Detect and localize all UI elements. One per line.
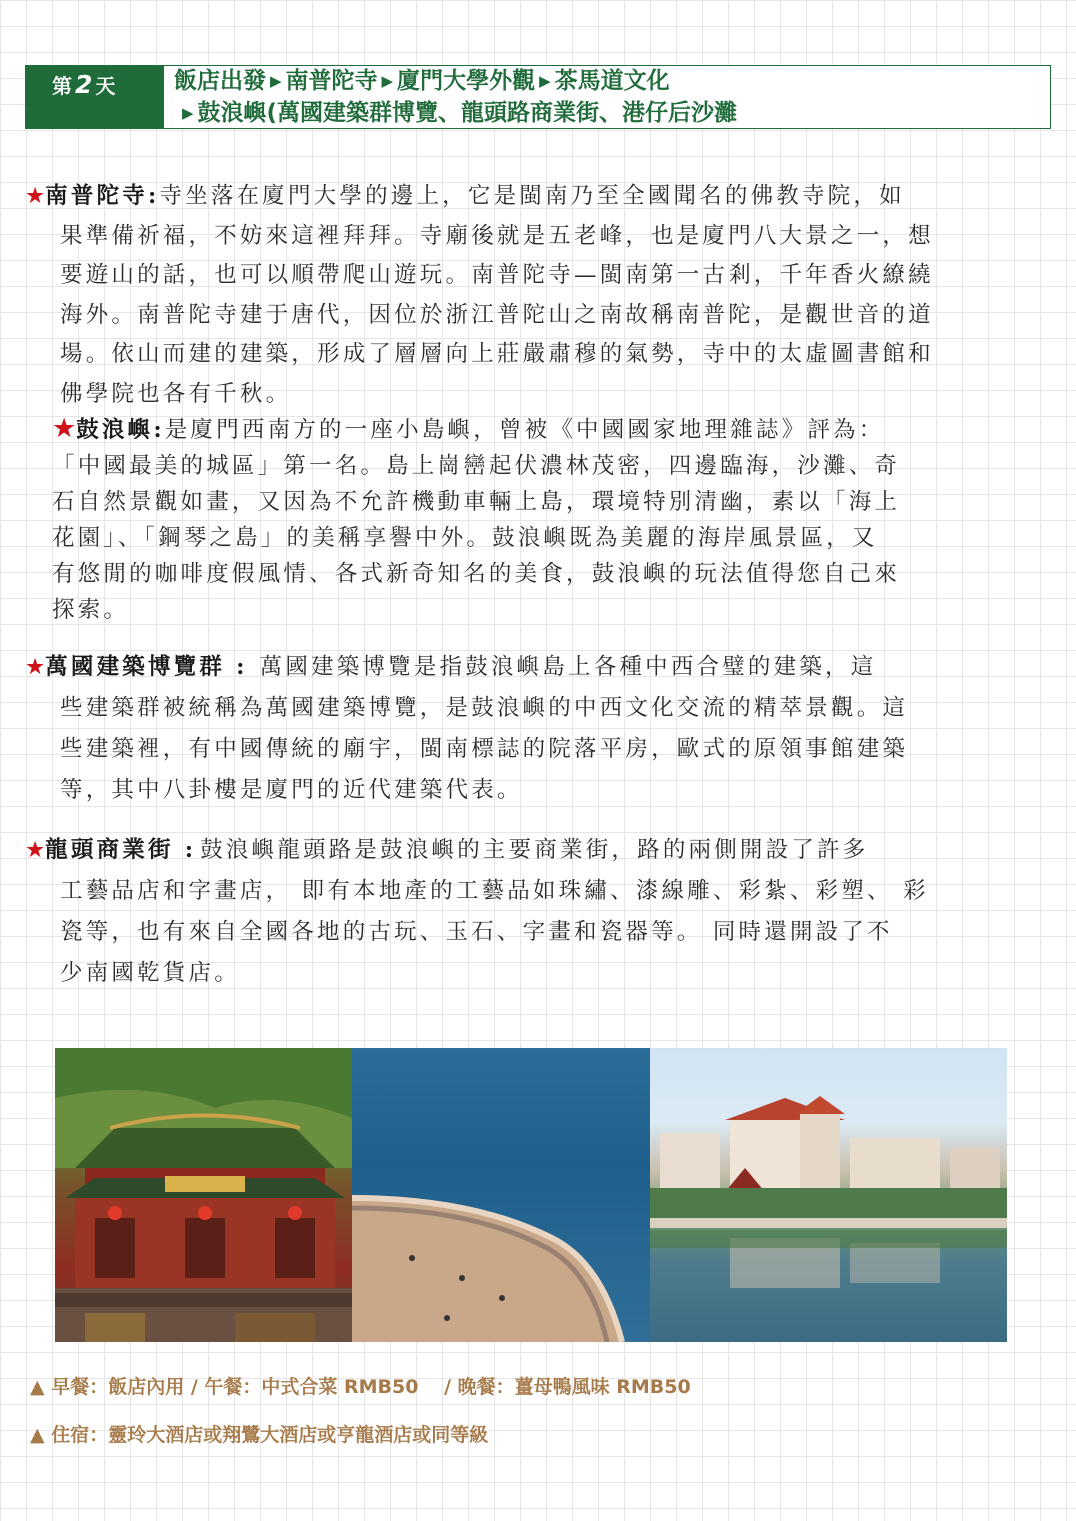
section-title: 南普陀寺: [45,183,160,209]
triangle-right-icon: ▶ [539,72,551,90]
section-line: 「中國最美的城區」第一名。島上崗巒起伏濃林茂密，四邊臨海，沙灘、奇 [52,453,901,479]
section-line: 場。依山而建的建築，形成了層層向上莊嚴肅穆的氣勢，寺中的太虛圖書館和 [60,341,934,368]
section-line: 鼓浪嶼龍頭路是鼓浪嶼的主要商業街，路的兩側開設了許多 [200,837,869,863]
boardwalk-illustration [352,1048,650,1342]
star-icon: ★ [25,183,46,209]
section-line: 是廈門西南方的一座小島嶼，曾被《中國國家地理雜誌》評為： [164,417,885,443]
route-line-2 [174,98,1042,130]
day-prefix: 第 [52,74,72,98]
section-first-line [25,647,1055,688]
section-first-line [25,830,1055,871]
section-line: 石自然景觀如畫，又因為不允許機動車輛上島，環境特別清幽，素以「海上 [52,489,901,515]
section-architecture [25,647,1055,811]
section-title: 鼓浪嶼: [76,417,165,443]
section-body [25,217,1055,415]
section-first-line [25,177,1055,217]
section-line: 果準備祈福，不妨來這裡拜拜。寺廟後就是五老峰，也是廈門八大景之一，想 [60,222,934,249]
triangle-right-icon: ▶ [182,104,194,122]
section-line: 探索。 [52,597,130,623]
star-icon: ★ [52,413,77,444]
gulangyu-boardwalk-photo [352,1048,650,1342]
section-line: 花園」、「鋼琴之島」的美稱享譽中外。鼓浪嶼既為美麗的海岸風景區，又 [52,525,878,551]
route-title [174,66,1042,130]
section-line: 工藝品店和字畫店， 即有本地產的工藝品如珠繡、漆線雕、彩紮、彩塑、 彩 [60,878,929,904]
route-stop-2: 南普陀寺 [285,68,378,94]
section-line: 瓷等，也有來自全國各地的古玩、玉石、字畫和瓷器等。 同時還開設了不 [60,919,893,945]
section-title: 龍頭商業街 : [45,837,197,863]
day-badge [26,66,164,128]
xiamen-university-lake-photo [650,1048,1007,1342]
route-stop-5: 鼓浪嶼(萬國建築群博覽、龍頭路商業街、港仔后沙灘 [197,100,738,126]
section-line: 佛學院也各有千秋。 [60,380,292,407]
section-line: 些建築群被統稱為萬國建築博覽，是鼓浪嶼的中西文化交流的精萃景觀。這 [60,695,909,721]
section-line: 寺坐落在廈門大學的邊上，它是閩南乃至全國聞名的佛教寺院，如 [159,183,905,209]
day-number: 2 [75,70,93,99]
section-line: 有悠閒的咖啡度假風情、各式新奇知名的美食，鼓浪嶼的玩法值得您自己來 [52,561,901,587]
route-stop-4: 茶馬道文化 [554,68,670,94]
section-gulangyu [52,411,1042,628]
star-icon: ★ [25,837,46,863]
day-header [25,65,1051,129]
temple-illustration [55,1048,352,1342]
section-body [25,871,1055,994]
photo-collage [55,1048,1007,1342]
meals-info: ▲ 早餐：飯店內用 / 午餐：中式合菜 RMB50 / 晚餐：薑母鴨風味 RMB50 [30,1376,691,1398]
section-line: 要遊山的話，也可以順帶爬山遊玩。南普陀寺—閩南第一古剎，千年香火繚繞 [60,262,934,289]
section-body [25,688,1055,811]
section-line: 少南國乾貨店。 [60,960,240,986]
section-first-line [52,411,1042,448]
day-suffix: 天 [95,74,116,98]
section-line: 些建築裡，有中國傳統的廟宇，閩南標誌的院落平房，歐式的原領事館建築 [60,736,909,762]
section-nanputuo [25,177,1055,415]
route-stop-3: 廈門大學外觀 [397,68,536,94]
lodging-info: ▲ 住宿：靈玲大酒店或翔鷺大酒店或亨龍酒店或同等級 [30,1424,489,1446]
section-line: 海外。南普陀寺建于唐代，因位於浙江普陀山之南故稱南普陀，是觀世音的道 [60,301,934,328]
temple-photo [55,1048,352,1342]
section-line: 萬國建築博覽是指鼓浪嶼島上各種中西合璧的建築，這 [259,654,877,680]
section-line: 等，其中八卦樓是廈門的近代建築代表。 [60,777,523,803]
route-stop-1: 飯店出發 [174,68,266,94]
triangle-right-icon: ▶ [270,72,282,90]
section-title: 萬國建築博覽群 : [45,654,248,680]
lake-illustration [650,1048,1007,1342]
triangle-right-icon: ▶ [381,72,394,90]
star-icon: ★ [25,654,46,680]
route-line-1 [174,66,1042,98]
section-longtou [25,830,1055,994]
